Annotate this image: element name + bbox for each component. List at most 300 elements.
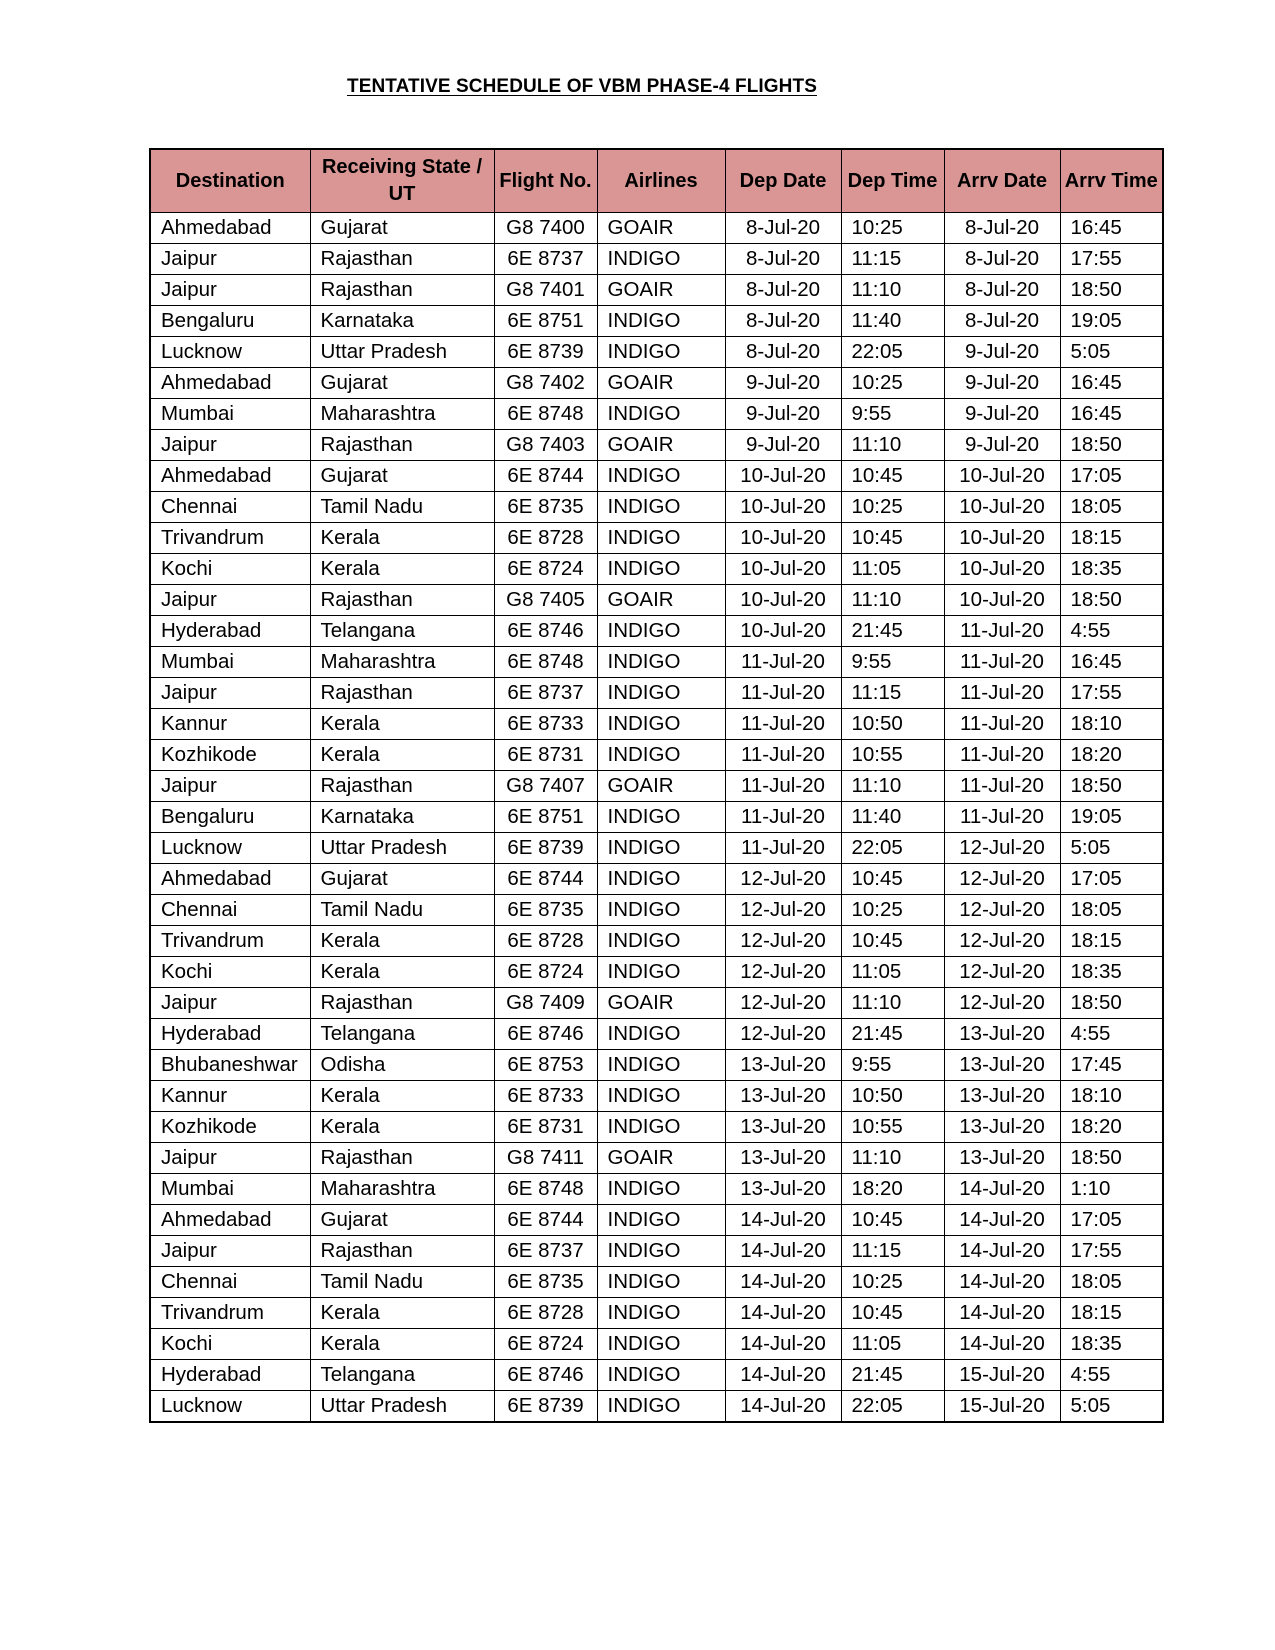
destination-cell: Ahmedabad [150,1205,310,1236]
destination-cell: Jaipur [150,585,310,616]
dep-time-cell: 11:05 [841,1329,944,1360]
arrv-date-cell: 14-Jul-20 [944,1236,1060,1267]
dep-date-cell: 13-Jul-20 [725,1174,841,1205]
dep-date-cell: 8-Jul-20 [725,275,841,306]
arrv-date-cell: 13-Jul-20 [944,1143,1060,1174]
dep-date-cell: 14-Jul-20 [725,1205,841,1236]
column-header-arrv-date: Arrv Date [944,149,1060,213]
flight-no-cell: 6E 8724 [494,1329,597,1360]
flight-no-cell: 6E 8744 [494,1205,597,1236]
airlines-cell: INDIGO [597,647,725,678]
arrv-time-cell: 17:55 [1060,678,1163,709]
receiving-state-cell: Kerala [310,926,494,957]
dep-time-cell: 11:10 [841,771,944,802]
arrv-time-cell: 17:05 [1060,864,1163,895]
arrv-date-cell: 12-Jul-20 [944,864,1060,895]
dep-time-cell: 21:45 [841,1019,944,1050]
destination-cell: Ahmedabad [150,461,310,492]
arrv-time-cell: 1:10 [1060,1174,1163,1205]
airlines-cell: GOAIR [597,213,725,244]
airlines-cell: INDIGO [597,616,725,647]
airlines-cell: GOAIR [597,275,725,306]
destination-cell: Ahmedabad [150,213,310,244]
table-row [150,709,1163,740]
arrv-date-cell: 9-Jul-20 [944,368,1060,399]
table-row [150,213,1163,244]
airlines-cell: GOAIR [597,771,725,802]
flight-no-cell: 6E 8728 [494,523,597,554]
dep-date-cell: 10-Jul-20 [725,461,841,492]
arrv-date-cell: 10-Jul-20 [944,492,1060,523]
receiving-state-cell: Telangana [310,616,494,647]
arrv-time-cell: 17:45 [1060,1050,1163,1081]
destination-cell: Trivandrum [150,926,310,957]
receiving-state-cell: Rajasthan [310,988,494,1019]
flight-no-cell: 6E 8748 [494,647,597,678]
destination-cell: Kochi [150,1329,310,1360]
destination-cell: Kannur [150,709,310,740]
table-row [150,802,1163,833]
dep-time-cell: 10:45 [841,926,944,957]
dep-date-cell: 8-Jul-20 [725,213,841,244]
table-row [150,1205,1163,1236]
destination-cell: Ahmedabad [150,368,310,399]
arrv-time-cell: 18:50 [1060,430,1163,461]
airlines-cell: INDIGO [597,1236,725,1267]
dep-date-cell: 9-Jul-20 [725,430,841,461]
destination-cell: Hyderabad [150,1019,310,1050]
dep-time-cell: 22:05 [841,1391,944,1423]
flight-no-cell: 6E 8737 [494,244,597,275]
receiving-state-cell: Maharashtra [310,1174,494,1205]
airlines-cell: INDIGO [597,802,725,833]
dep-date-cell: 12-Jul-20 [725,895,841,926]
flight-no-cell: G8 7411 [494,1143,597,1174]
dep-date-cell: 13-Jul-20 [725,1143,841,1174]
flight-no-cell: 6E 8728 [494,1298,597,1329]
flight-no-cell: 6E 8751 [494,306,597,337]
flight-no-cell: G8 7403 [494,430,597,461]
airlines-cell: INDIGO [597,740,725,771]
dep-date-cell: 13-Jul-20 [725,1112,841,1143]
arrv-date-cell: 10-Jul-20 [944,585,1060,616]
dep-date-cell: 11-Jul-20 [725,833,841,864]
destination-cell: Trivandrum [150,1298,310,1329]
arrv-date-cell: 10-Jul-20 [944,461,1060,492]
flight-no-cell: 6E 8739 [494,337,597,368]
arrv-date-cell: 8-Jul-20 [944,275,1060,306]
destination-cell: Bhubaneshwar [150,1050,310,1081]
arrv-time-cell: 4:55 [1060,616,1163,647]
flight-no-cell: 6E 8735 [494,492,597,523]
receiving-state-cell: Tamil Nadu [310,1267,494,1298]
arrv-date-cell: 14-Jul-20 [944,1205,1060,1236]
dep-time-cell: 10:25 [841,1267,944,1298]
arrv-time-cell: 18:05 [1060,1267,1163,1298]
destination-cell: Chennai [150,1267,310,1298]
table-row [150,585,1163,616]
destination-cell: Bengaluru [150,802,310,833]
dep-time-cell: 11:40 [841,306,944,337]
dep-time-cell: 10:45 [841,1298,944,1329]
table-row [150,1391,1163,1423]
table-row [150,1329,1163,1360]
flight-no-cell: G8 7409 [494,988,597,1019]
arrv-time-cell: 16:45 [1060,647,1163,678]
column-header-dep-time: Dep Time [841,149,944,213]
flight-no-cell: 6E 8739 [494,833,597,864]
dep-date-cell: 13-Jul-20 [725,1050,841,1081]
receiving-state-cell: Kerala [310,554,494,585]
dep-time-cell: 21:45 [841,1360,944,1391]
destination-cell: Hyderabad [150,616,310,647]
flight-no-cell: 6E 8746 [494,616,597,647]
arrv-date-cell: 11-Jul-20 [944,616,1060,647]
destination-cell: Lucknow [150,337,310,368]
airlines-cell: GOAIR [597,988,725,1019]
arrv-time-cell: 17:55 [1060,244,1163,275]
receiving-state-cell: Rajasthan [310,771,494,802]
receiving-state-cell: Tamil Nadu [310,895,494,926]
dep-time-cell: 9:55 [841,399,944,430]
receiving-state-cell: Gujarat [310,1205,494,1236]
receiving-state-cell: Kerala [310,523,494,554]
arrv-date-cell: 13-Jul-20 [944,1019,1060,1050]
arrv-date-cell: 13-Jul-20 [944,1081,1060,1112]
airlines-cell: INDIGO [597,1391,725,1423]
flight-no-cell: G8 7401 [494,275,597,306]
dep-time-cell: 10:45 [841,864,944,895]
arrv-time-cell: 18:50 [1060,988,1163,1019]
flight-no-cell: 6E 8728 [494,926,597,957]
airlines-cell: INDIGO [597,1081,725,1112]
flight-no-cell: 6E 8751 [494,802,597,833]
table-row [150,647,1163,678]
column-header-receiving-state: Receiving State / UT [310,149,494,213]
destination-cell: Jaipur [150,275,310,306]
arrv-date-cell: 12-Jul-20 [944,957,1060,988]
arrv-time-cell: 17:55 [1060,1236,1163,1267]
receiving-state-cell: Gujarat [310,864,494,895]
column-header-airlines: Airlines [597,149,725,213]
arrv-date-cell: 10-Jul-20 [944,523,1060,554]
arrv-time-cell: 4:55 [1060,1019,1163,1050]
table-row [150,1019,1163,1050]
table-body [150,213,1163,1423]
dep-date-cell: 14-Jul-20 [725,1267,841,1298]
arrv-date-cell: 13-Jul-20 [944,1050,1060,1081]
arrv-time-cell: 18:50 [1060,275,1163,306]
column-header-arrv-time: Arrv Time [1060,149,1163,213]
table-row [150,1298,1163,1329]
table-row [150,1267,1163,1298]
destination-cell: Hyderabad [150,1360,310,1391]
flight-no-cell: 6E 8739 [494,1391,597,1423]
dep-time-cell: 10:25 [841,368,944,399]
dep-time-cell: 10:25 [841,895,944,926]
dep-date-cell: 12-Jul-20 [725,957,841,988]
receiving-state-cell: Uttar Pradesh [310,833,494,864]
dep-time-cell: 10:45 [841,1205,944,1236]
table-row [150,337,1163,368]
flight-no-cell: 6E 8724 [494,957,597,988]
flight-no-cell: 6E 8724 [494,554,597,585]
arrv-date-cell: 11-Jul-20 [944,740,1060,771]
dep-time-cell: 22:05 [841,337,944,368]
dep-time-cell: 10:25 [841,492,944,523]
arrv-time-cell: 18:15 [1060,523,1163,554]
destination-cell: Jaipur [150,771,310,802]
table-row [150,1174,1163,1205]
receiving-state-cell: Telangana [310,1019,494,1050]
receiving-state-cell: Rajasthan [310,1236,494,1267]
airlines-cell: INDIGO [597,709,725,740]
receiving-state-cell: Kerala [310,1112,494,1143]
arrv-time-cell: 17:05 [1060,1205,1163,1236]
airlines-cell: INDIGO [597,523,725,554]
flight-no-cell: G8 7405 [494,585,597,616]
airlines-cell: INDIGO [597,833,725,864]
dep-date-cell: 10-Jul-20 [725,554,841,585]
destination-cell: Jaipur [150,1236,310,1267]
arrv-date-cell: 12-Jul-20 [944,895,1060,926]
table-row [150,833,1163,864]
table-row [150,1081,1163,1112]
airlines-cell: INDIGO [597,492,725,523]
arrv-time-cell: 18:15 [1060,926,1163,957]
flight-no-cell: 6E 8735 [494,1267,597,1298]
receiving-state-cell: Gujarat [310,213,494,244]
destination-cell: Ahmedabad [150,864,310,895]
receiving-state-cell: Rajasthan [310,1143,494,1174]
table-row [150,1112,1163,1143]
dep-time-cell: 11:10 [841,585,944,616]
airlines-cell: GOAIR [597,430,725,461]
flight-no-cell: 6E 8733 [494,1081,597,1112]
table-row [150,1050,1163,1081]
dep-date-cell: 12-Jul-20 [725,988,841,1019]
table-row [150,988,1163,1019]
receiving-state-cell: Rajasthan [310,275,494,306]
airlines-cell: INDIGO [597,337,725,368]
table-row [150,957,1163,988]
flight-schedule-table [149,148,1164,1423]
arrv-date-cell: 12-Jul-20 [944,833,1060,864]
destination-cell: Mumbai [150,647,310,678]
arrv-time-cell: 16:45 [1060,399,1163,430]
airlines-cell: GOAIR [597,1143,725,1174]
arrv-date-cell: 8-Jul-20 [944,213,1060,244]
receiving-state-cell: Rajasthan [310,585,494,616]
receiving-state-cell: Telangana [310,1360,494,1391]
arrv-date-cell: 14-Jul-20 [944,1329,1060,1360]
arrv-time-cell: 18:50 [1060,1143,1163,1174]
destination-cell: Jaipur [150,678,310,709]
dep-time-cell: 10:45 [841,461,944,492]
dep-time-cell: 11:15 [841,244,944,275]
table-row [150,554,1163,585]
dep-date-cell: 11-Jul-20 [725,771,841,802]
flight-no-cell: 6E 8753 [494,1050,597,1081]
dep-date-cell: 14-Jul-20 [725,1298,841,1329]
dep-date-cell: 10-Jul-20 [725,616,841,647]
airlines-cell: INDIGO [597,1298,725,1329]
dep-date-cell: 10-Jul-20 [725,492,841,523]
column-header-destination: Destination [150,149,310,213]
receiving-state-cell: Kerala [310,957,494,988]
destination-cell: Jaipur [150,1143,310,1174]
destination-cell: Mumbai [150,399,310,430]
receiving-state-cell: Rajasthan [310,244,494,275]
receiving-state-cell: Tamil Nadu [310,492,494,523]
airlines-cell: INDIGO [597,1329,725,1360]
flight-no-cell: 6E 8748 [494,399,597,430]
table-row [150,368,1163,399]
destination-cell: Kozhikode [150,740,310,771]
airlines-cell: INDIGO [597,1019,725,1050]
arrv-date-cell: 15-Jul-20 [944,1360,1060,1391]
destination-cell: Kozhikode [150,1112,310,1143]
flight-no-cell: 6E 8748 [494,1174,597,1205]
dep-date-cell: 10-Jul-20 [725,585,841,616]
dep-time-cell: 10:50 [841,709,944,740]
destination-cell: Bengaluru [150,306,310,337]
arrv-date-cell: 9-Jul-20 [944,430,1060,461]
receiving-state-cell: Kerala [310,740,494,771]
arrv-time-cell: 18:05 [1060,492,1163,523]
flight-no-cell: 6E 8744 [494,461,597,492]
arrv-time-cell: 18:20 [1060,1112,1163,1143]
dep-date-cell: 14-Jul-20 [725,1236,841,1267]
dep-date-cell: 8-Jul-20 [725,306,841,337]
arrv-time-cell: 18:50 [1060,585,1163,616]
flight-no-cell: 6E 8744 [494,864,597,895]
dep-date-cell: 14-Jul-20 [725,1391,841,1423]
table-row [150,492,1163,523]
dep-time-cell: 11:10 [841,1143,944,1174]
dep-date-cell: 11-Jul-20 [725,802,841,833]
destination-cell: Trivandrum [150,523,310,554]
destination-cell: Kochi [150,554,310,585]
dep-date-cell: 11-Jul-20 [725,647,841,678]
flight-no-cell: 6E 8737 [494,678,597,709]
arrv-date-cell: 11-Jul-20 [944,678,1060,709]
dep-date-cell: 11-Jul-20 [725,709,841,740]
receiving-state-cell: Kerala [310,709,494,740]
flight-no-cell: 6E 8731 [494,740,597,771]
arrv-date-cell: 15-Jul-20 [944,1391,1060,1423]
airlines-cell: INDIGO [597,1360,725,1391]
airlines-cell: INDIGO [597,864,725,895]
airlines-cell: GOAIR [597,585,725,616]
flight-no-cell: 6E 8731 [494,1112,597,1143]
dep-time-cell: 10:25 [841,213,944,244]
receiving-state-cell: Gujarat [310,461,494,492]
arrv-time-cell: 18:50 [1060,771,1163,802]
arrv-time-cell: 18:15 [1060,1298,1163,1329]
destination-cell: Chennai [150,895,310,926]
receiving-state-cell: Rajasthan [310,678,494,709]
airlines-cell: INDIGO [597,1205,725,1236]
airlines-cell: GOAIR [597,368,725,399]
arrv-time-cell: 16:45 [1060,213,1163,244]
flight-no-cell: 6E 8733 [494,709,597,740]
airlines-cell: INDIGO [597,461,725,492]
dep-time-cell: 22:05 [841,833,944,864]
column-header-dep-date: Dep Date [725,149,841,213]
table-row [150,864,1163,895]
arrv-date-cell: 12-Jul-20 [944,988,1060,1019]
flight-no-cell: 6E 8746 [494,1019,597,1050]
arrv-date-cell: 8-Jul-20 [944,306,1060,337]
arrv-date-cell: 14-Jul-20 [944,1298,1060,1329]
airlines-cell: INDIGO [597,1050,725,1081]
dep-date-cell: 14-Jul-20 [725,1360,841,1391]
destination-cell: Lucknow [150,833,310,864]
table-row [150,306,1163,337]
destination-cell: Mumbai [150,1174,310,1205]
airlines-cell: INDIGO [597,926,725,957]
dep-date-cell: 12-Jul-20 [725,1019,841,1050]
table-row [150,1143,1163,1174]
dep-time-cell: 10:45 [841,523,944,554]
destination-cell: Chennai [150,492,310,523]
arrv-date-cell: 11-Jul-20 [944,709,1060,740]
receiving-state-cell: Kerala [310,1329,494,1360]
arrv-time-cell: 19:05 [1060,306,1163,337]
arrv-time-cell: 16:45 [1060,368,1163,399]
table-row [150,244,1163,275]
receiving-state-cell: Kerala [310,1298,494,1329]
dep-time-cell: 11:15 [841,1236,944,1267]
airlines-cell: INDIGO [597,399,725,430]
dep-time-cell: 10:55 [841,1112,944,1143]
destination-cell: Lucknow [150,1391,310,1423]
receiving-state-cell: Maharashtra [310,647,494,678]
arrv-time-cell: 5:05 [1060,1391,1163,1423]
receiving-state-cell: Odisha [310,1050,494,1081]
dep-time-cell: 11:05 [841,554,944,585]
flight-no-cell: G8 7407 [494,771,597,802]
dep-date-cell: 14-Jul-20 [725,1329,841,1360]
destination-cell: Jaipur [150,244,310,275]
dep-date-cell: 11-Jul-20 [725,740,841,771]
receiving-state-cell: Rajasthan [310,430,494,461]
airlines-cell: INDIGO [597,244,725,275]
dep-date-cell: 11-Jul-20 [725,678,841,709]
arrv-time-cell: 18:10 [1060,1081,1163,1112]
airlines-cell: INDIGO [597,1267,725,1298]
dep-date-cell: 13-Jul-20 [725,1081,841,1112]
receiving-state-cell: Maharashtra [310,399,494,430]
arrv-time-cell: 18:20 [1060,740,1163,771]
arrv-time-cell: 18:35 [1060,554,1163,585]
dep-time-cell: 10:55 [841,740,944,771]
arrv-time-cell: 17:05 [1060,461,1163,492]
flight-no-cell: G8 7400 [494,213,597,244]
receiving-state-cell: Uttar Pradesh [310,337,494,368]
dep-time-cell: 11:10 [841,988,944,1019]
table-row [150,678,1163,709]
dep-date-cell: 12-Jul-20 [725,926,841,957]
arrv-time-cell: 18:35 [1060,957,1163,988]
dep-time-cell: 11:10 [841,430,944,461]
arrv-time-cell: 5:05 [1060,337,1163,368]
receiving-state-cell: Karnataka [310,306,494,337]
dep-date-cell: 12-Jul-20 [725,864,841,895]
flight-no-cell: G8 7402 [494,368,597,399]
arrv-time-cell: 18:05 [1060,895,1163,926]
